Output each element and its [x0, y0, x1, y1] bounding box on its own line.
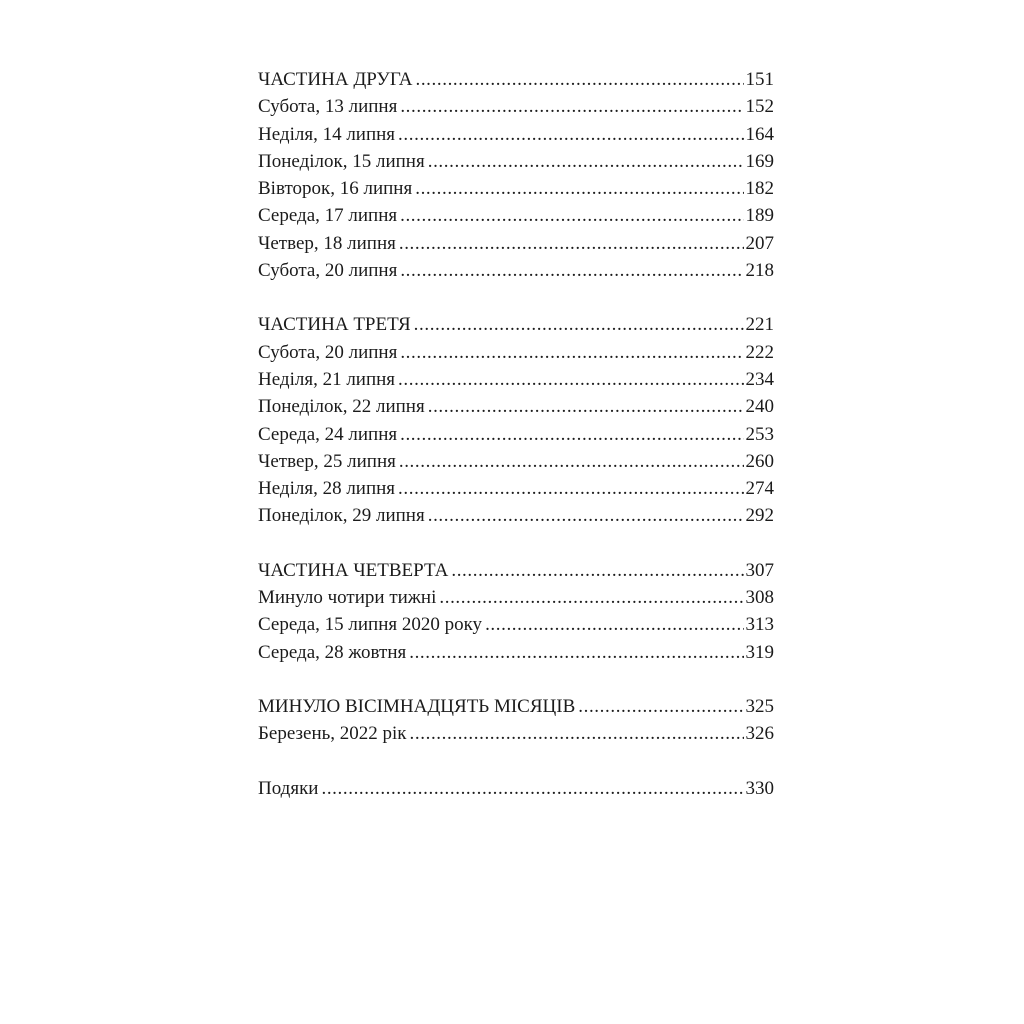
toc-entry-page-number: 234 — [745, 368, 774, 390]
dot-leader — [409, 639, 743, 666]
dot-leader — [428, 393, 744, 420]
dot-leader — [578, 693, 743, 720]
dot-leader — [400, 93, 743, 120]
toc-entry-page-number: 152 — [745, 96, 774, 118]
dot-leader — [400, 257, 743, 284]
toc-entry-page-number: 292 — [745, 505, 774, 527]
toc-entry-label: Середа, 28 жовтня — [258, 641, 407, 663]
toc-entry-page-number: 182 — [745, 178, 774, 200]
toc-entry-row — [258, 393, 774, 420]
toc-entry-label: Середа, 15 липня 2020 року — [258, 614, 483, 636]
toc-entry-row — [258, 366, 774, 393]
toc-section — [258, 693, 774, 748]
toc-entry-page-number: 253 — [745, 423, 774, 445]
toc-entry-page-number: 207 — [745, 232, 774, 254]
toc-entry-page-number: 274 — [745, 478, 774, 500]
toc-entry-row — [258, 475, 774, 502]
toc-entry-page-number: 222 — [745, 341, 774, 363]
dot-leader — [415, 175, 743, 202]
toc-entry-label: Субота, 13 липня — [258, 96, 398, 118]
toc-section — [258, 66, 774, 284]
toc-entry-label: Березень, 2022 рік — [258, 723, 407, 745]
toc-section — [258, 311, 774, 529]
toc-entry-row — [258, 584, 774, 611]
toc-entry-label: Понеділок, 15 липня — [258, 150, 425, 172]
toc-entry-row — [258, 121, 774, 148]
toc-heading-row — [258, 557, 774, 584]
toc-entry-label: Неділя, 21 липня — [258, 368, 396, 390]
toc-entry-label: Неділя, 28 липня — [258, 478, 396, 500]
toc-entry-row — [258, 339, 774, 366]
toc-entry-row — [258, 93, 774, 120]
dot-leader — [400, 202, 743, 229]
toc-entry-page-number: 260 — [745, 450, 774, 472]
toc-entry-label: Понеділок, 29 липня — [258, 505, 425, 527]
toc-entry-label: Неділя, 14 липня — [258, 123, 396, 145]
toc-heading-label: ЧАСТИНА ТРЕТЯ — [258, 314, 411, 336]
toc-entry-label: Четвер, 18 липня — [258, 232, 396, 254]
toc-entry-row — [258, 639, 774, 666]
dot-leader — [414, 311, 744, 338]
toc-entry-row — [258, 230, 774, 257]
dot-leader — [410, 720, 744, 747]
dot-leader — [398, 475, 743, 502]
toc-entry-page-number: 325 — [745, 695, 774, 717]
toc-heading-label: ЧАСТИНА ДРУГА — [258, 69, 413, 90]
toc-heading-row — [258, 311, 774, 338]
toc-entry-page-number: 308 — [745, 587, 774, 609]
dot-leader — [400, 421, 743, 448]
toc-entry-label: Середа, 17 липня — [258, 205, 398, 227]
toc-entry-page-number: 218 — [745, 260, 774, 282]
toc-entry-page-number: 189 — [745, 205, 774, 227]
toc-heading-row — [258, 66, 774, 93]
toc-heading-label: ЧАСТИНА ЧЕТВЕРТА — [258, 559, 449, 581]
toc-entry-row — [258, 421, 774, 448]
dot-leader — [428, 502, 744, 529]
toc-heading-label: МИНУЛО ВІСІМНАДЦЯТЬ МІСЯЦІВ — [258, 695, 576, 717]
toc-entry-label: Подяки — [258, 777, 319, 799]
toc-entry-page-number: 164 — [745, 123, 774, 145]
dot-leader — [415, 66, 743, 93]
dot-leader — [321, 775, 743, 802]
toc-entry-label: Вівторок, 16 липня — [258, 178, 413, 200]
toc-entry-row — [258, 775, 774, 802]
toc-heading-row — [258, 693, 774, 720]
toc-entry-row — [258, 720, 774, 747]
toc-entry-page-number: 221 — [745, 314, 774, 336]
toc-entry-label: Субота, 20 липня — [258, 341, 398, 363]
dot-leader — [428, 148, 744, 175]
toc-entry-page-number: 319 — [745, 641, 774, 663]
dot-leader — [451, 557, 743, 584]
dot-leader — [485, 611, 743, 638]
toc-entry-row — [258, 175, 774, 202]
toc-entry-label: Понеділок, 22 липня — [258, 396, 425, 418]
toc-entry-label: Четвер, 25 липня — [258, 450, 396, 472]
toc-entry-label: Субота, 20 липня — [258, 260, 398, 282]
toc-entry-page-number: 307 — [745, 559, 774, 581]
toc-entry-label: Минуло чотири тижні — [258, 587, 437, 609]
toc-section — [258, 775, 774, 802]
toc-entry-label: Середа, 24 липня — [258, 423, 398, 445]
toc-entry-page-number: 151 — [745, 69, 774, 90]
toc-entry-row — [258, 448, 774, 475]
toc-entry-row — [258, 257, 774, 284]
dot-leader — [399, 230, 744, 257]
dot-leader — [400, 339, 743, 366]
toc-entry-page-number: 313 — [745, 614, 774, 636]
toc-entry-row — [258, 502, 774, 529]
table-of-contents — [258, 66, 774, 802]
dot-leader — [399, 448, 744, 475]
dot-leader — [439, 584, 743, 611]
toc-entry-page-number: 240 — [745, 396, 774, 418]
toc-section — [258, 557, 774, 666]
toc-entry-page-number: 330 — [745, 777, 774, 799]
toc-entry-row — [258, 202, 774, 229]
toc-entry-row — [258, 611, 774, 638]
dot-leader — [398, 366, 743, 393]
toc-entry-page-number: 169 — [745, 150, 774, 172]
toc-entry-page-number: 326 — [745, 723, 774, 745]
dot-leader — [398, 121, 743, 148]
toc-entry-row — [258, 148, 774, 175]
